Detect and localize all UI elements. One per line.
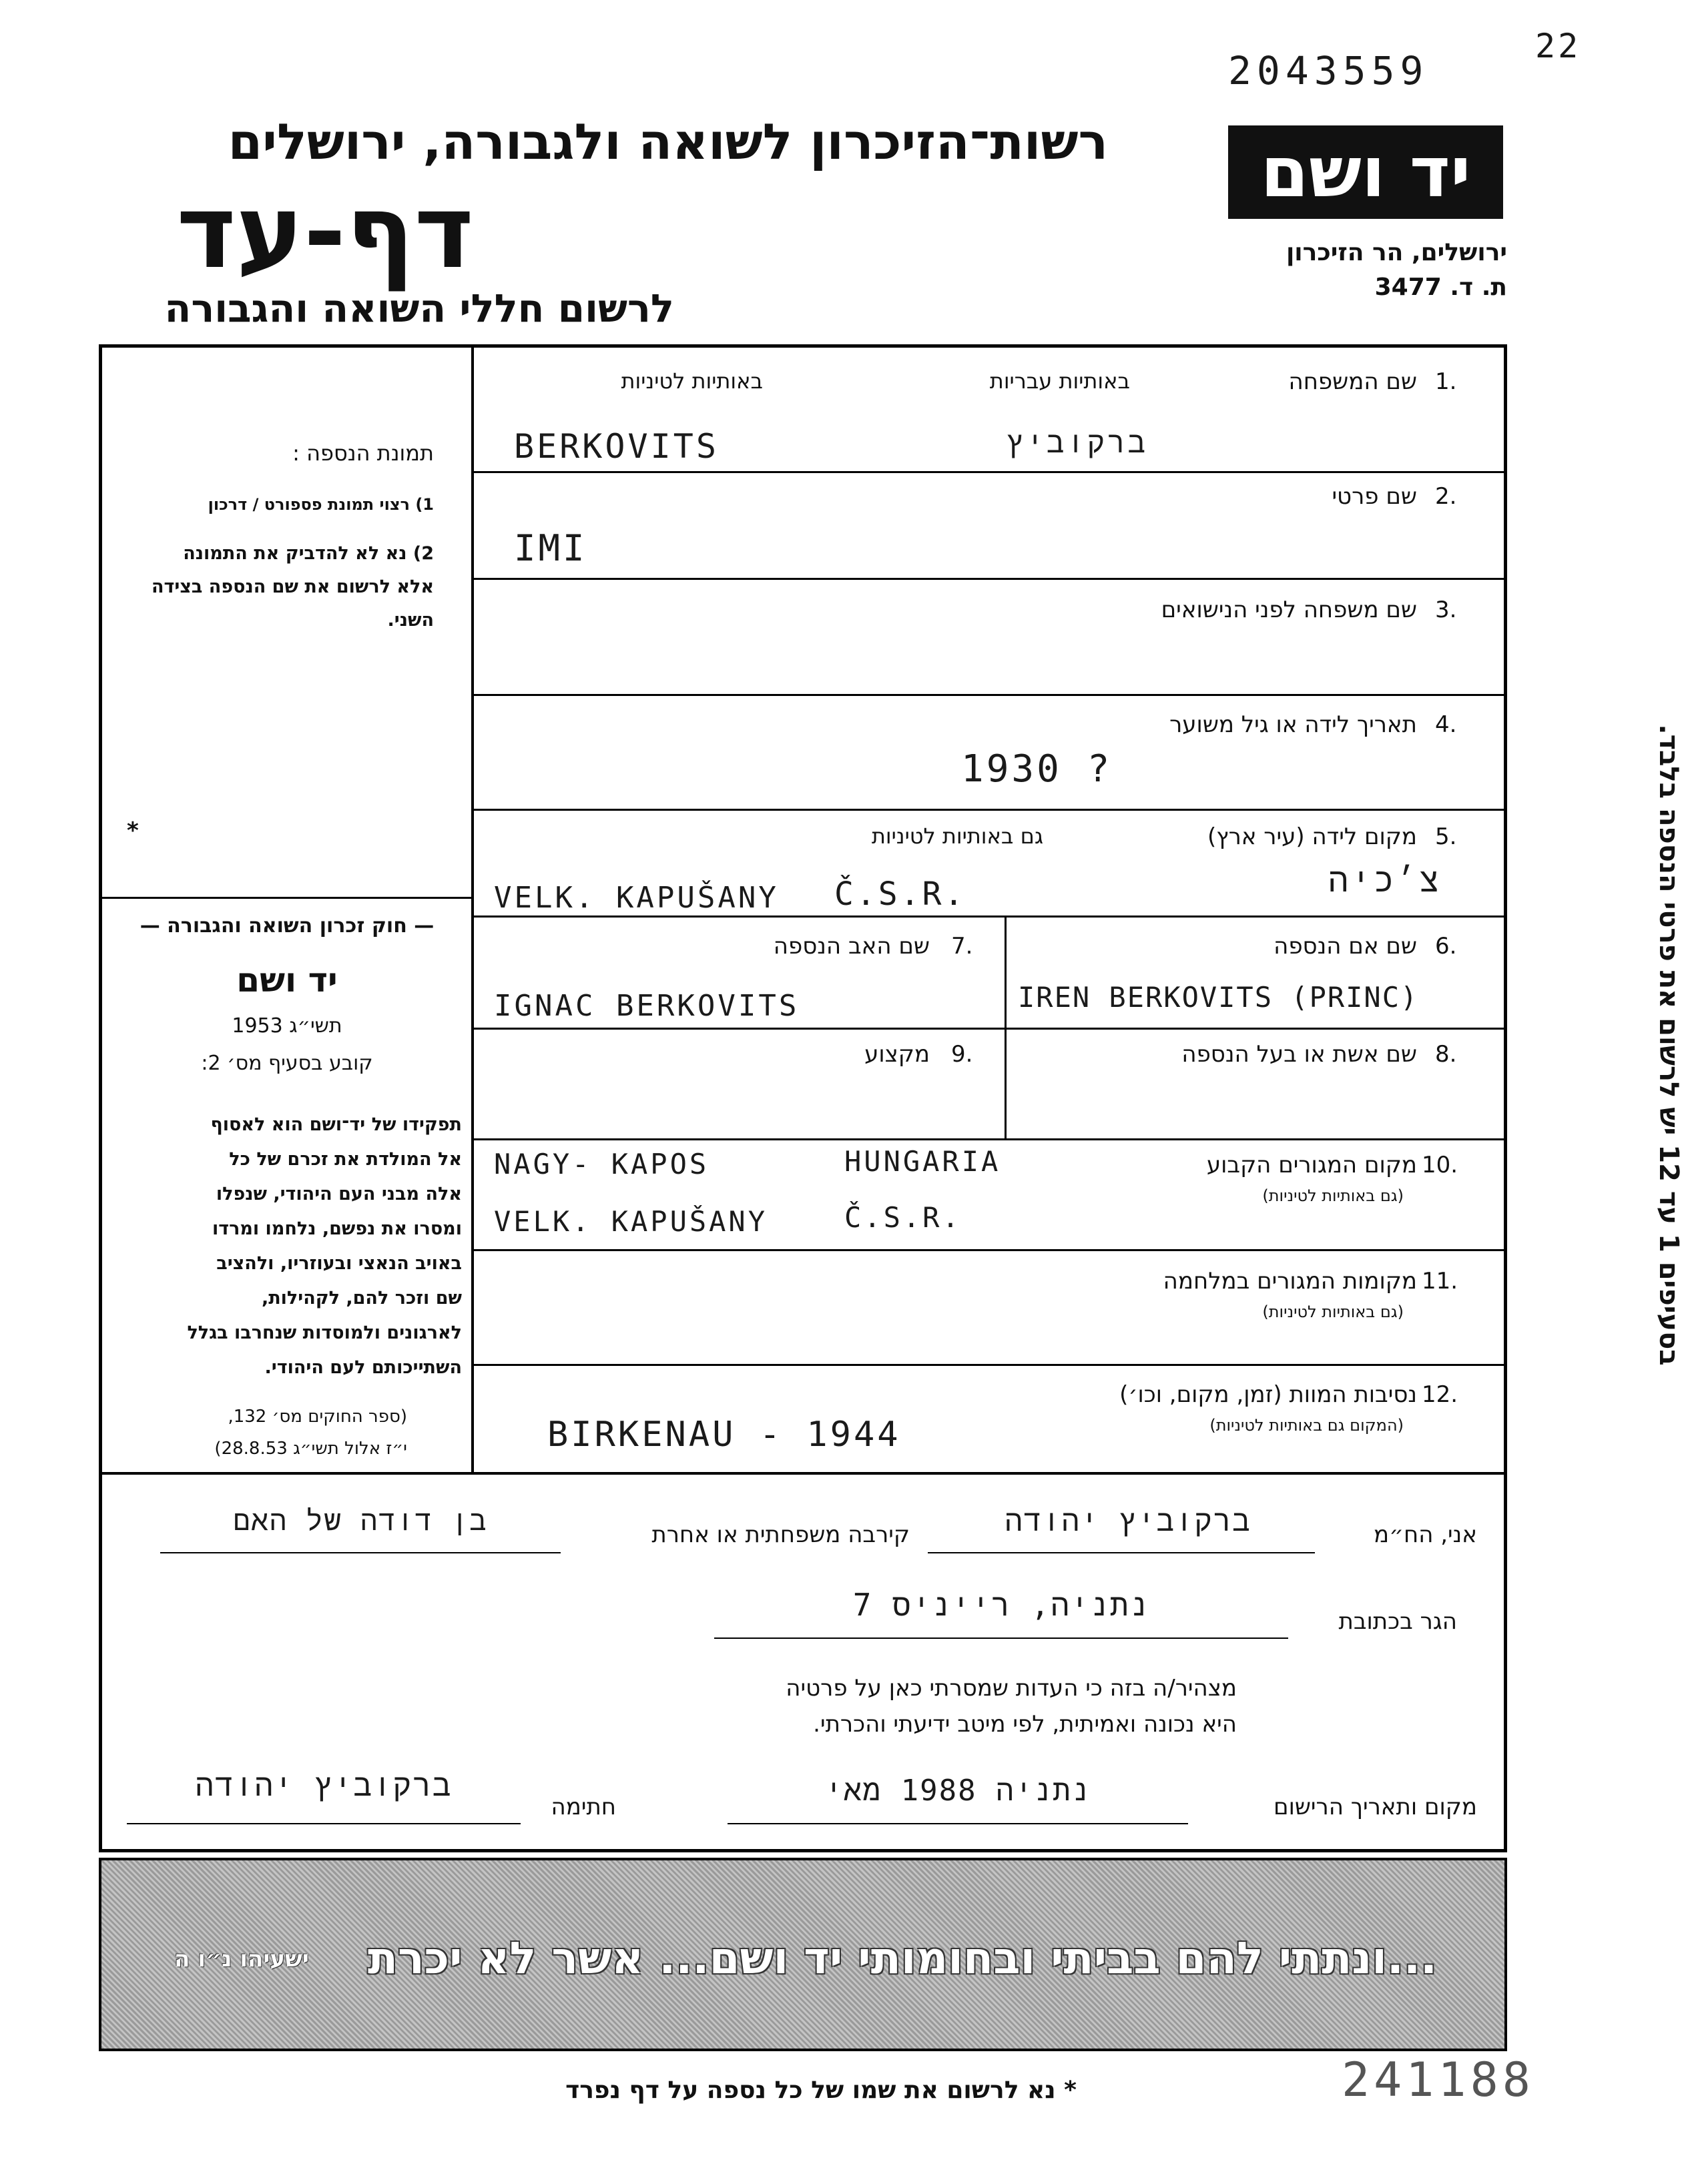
field-5-label: מקום לידה (עיר ארץ) <box>1207 823 1417 850</box>
field-5-hebrew-value[interactable]: צ׳כיה <box>1328 861 1442 899</box>
authority-title: רשות־הזיכרון לשואה ולגבורה, ירושלים <box>228 113 1108 171</box>
row-line-2 <box>471 578 1507 580</box>
row-line-4 <box>471 809 1507 811</box>
row-line-9 <box>471 1364 1507 1366</box>
field-5-number: 5. <box>1435 823 1457 850</box>
page-corner-mark: 22 <box>1535 27 1581 65</box>
field-10-country-2[interactable]: Č.S.R. <box>844 1201 962 1234</box>
field-2-value[interactable]: IMI <box>514 527 587 569</box>
law-body-line-4: ומסרו את נפשם, נלחמו ומרדו <box>212 1218 462 1239</box>
declaration-statement-line-1: מצהיר/ה בזה כי העדות שמסרתי כאן על פרטיה <box>786 1675 1237 1702</box>
law-name: יד ושם <box>236 961 338 1000</box>
field-12-number: 12. <box>1422 1381 1458 1408</box>
field-10-country-1[interactable]: HUNGARIA <box>844 1145 1001 1178</box>
law-body-line-6: שם וזכר להם, לקהילות, <box>261 1288 462 1309</box>
row-line-6 <box>471 1028 1507 1030</box>
field-12-sub-label: (המקום גם באותיות לטיניות) <box>1209 1416 1404 1435</box>
row-line-5 <box>471 916 1507 918</box>
logo-text: יד ושם <box>1260 131 1471 213</box>
field-5-sub-label: גם באותיות לטיניות <box>871 823 1043 849</box>
photo-note-2-line-2: אלא לרשום את שם הנספה בצידה <box>151 577 434 597</box>
field-1-latin-value[interactable]: BERKOVITS <box>514 427 719 466</box>
field-11-sub-label: (גם באותיות לטיניות) <box>1262 1303 1404 1321</box>
field-1-label: שם המשפחה <box>1288 368 1417 395</box>
law-year: תשי״ג 1953 <box>232 1014 342 1038</box>
field-7-number: 7. <box>951 933 973 960</box>
document-number-bottom: 241188 <box>1342 2053 1534 2107</box>
left-panel-split <box>99 897 474 899</box>
field-1-latin-column-label: באותיות לטיניות <box>621 368 763 394</box>
row-line-8 <box>471 1249 1507 1251</box>
photo-panel-title: תמונת הנספה : <box>292 440 434 466</box>
field-6-label: שם אם הנספה <box>1274 933 1417 960</box>
quote-banner <box>99 1858 1507 2051</box>
declaration-i-label: אני, הח״מ <box>1374 1521 1477 1548</box>
form-title: דף-עד <box>176 173 474 291</box>
photo-note-2-line-3: השני. <box>387 610 434 631</box>
photo-note-1: 1) רצוי תמונת פספורט / דרכון <box>208 495 434 514</box>
declaration-statement-line-2: היא נכונה ואמיתית, לפי מיטב ידיעתי והכרתי. <box>813 1711 1237 1738</box>
declaration-relation-label: קירבה משפחתית או אחרת <box>651 1521 910 1548</box>
declaration-i-value[interactable]: ברקוביץ יהודה <box>1005 1504 1251 1538</box>
field-10-value-line-1[interactable]: NAGY- KAPOS <box>494 1148 710 1180</box>
fields-bottom-line <box>99 1472 1507 1475</box>
field-3-label: שם משפחה לפני הנישואים <box>1161 597 1417 623</box>
address-line-1: ירושלים, הר הזיכרון <box>1286 239 1507 266</box>
law-reference-2: י״ז אלול תשי״ג 28.8.53) <box>214 1439 407 1459</box>
law-clause: קובע בסעיף מס׳ 2: <box>201 1052 373 1075</box>
field-8-number: 8. <box>1435 1041 1457 1068</box>
field-6-value[interactable]: IREN BERKOVITS (PRINC) <box>1018 981 1419 1014</box>
declaration-relation-underline <box>160 1552 561 1553</box>
declaration-signature-underline <box>127 1823 521 1824</box>
photo-asterisk: * <box>127 817 139 844</box>
field-1-hebrew-value[interactable]: ברקוביץ <box>1006 426 1148 460</box>
declaration-place-date-label: מקום ותאריך הרישום <box>1274 1794 1477 1820</box>
banner-quote: ...ונתתי להם בביתי ובחומותי יד ושם... אשר לא יכרת <box>367 1932 1438 1984</box>
declaration-address-value[interactable]: נתניה, רייניס 7 <box>852 1587 1150 1623</box>
document-number-top: 2043559 <box>1228 48 1429 93</box>
field-6-number: 6. <box>1435 933 1457 960</box>
field-11-number: 11. <box>1422 1268 1458 1295</box>
law-heading: — חוק זכרון השואה והגבורה — <box>139 914 435 938</box>
declaration-i-underline <box>928 1552 1315 1553</box>
field-1-number: 1. <box>1435 368 1457 395</box>
field-4-value[interactable]: 1930 ? <box>961 747 1113 791</box>
law-body-line-3: אלה מבני העם היהודי, שנפלו <box>216 1184 462 1204</box>
declaration-address-label: הגר בכתובת <box>1338 1608 1457 1635</box>
declaration-place-date-value[interactable]: נתניה 1988 מאי <box>824 1774 1091 1808</box>
declaration-address-underline <box>714 1637 1288 1639</box>
field-12-value[interactable]: BIRKENAU - 1944 <box>547 1415 901 1455</box>
side-note: בסעיפים 1 עד 12 יש לרשום את פרטי הנספה בלבד. <box>1653 724 1684 1366</box>
declaration-signature-label: חתימה <box>551 1794 616 1820</box>
row-line-1 <box>471 471 1507 473</box>
field-9-number: 9. <box>951 1041 973 1068</box>
declaration-place-date-underline <box>728 1823 1188 1824</box>
field-4-label: תאריך לידה או גיל משוער <box>1169 711 1417 738</box>
field-9-label: מקצוע <box>864 1041 930 1068</box>
row-line-7 <box>471 1138 1507 1140</box>
law-reference-1: (ספר החוקים מס׳ 132, <box>228 1407 407 1427</box>
law-body-line-5: באויב הנאצי ובעוזריו, ולהציב <box>216 1253 462 1274</box>
declaration-relation-value[interactable]: בן דודה של האם <box>233 1504 488 1537</box>
declaration-signature-value[interactable]: ברקוביץ יהודה <box>195 1767 453 1803</box>
field-7-value[interactable]: IGNAC BERKOVITS <box>494 989 800 1023</box>
field-10-number: 10. <box>1422 1152 1458 1178</box>
field-10-label: מקום המגורים הקבוע <box>1206 1152 1417 1178</box>
banner-source: ישעיהו נ״ו ה <box>174 1946 309 1972</box>
field-1-hebrew-column-label: באותיות עבריות <box>989 368 1130 394</box>
row-line-3 <box>471 694 1507 696</box>
address-line-2: ת. ד. 3477 <box>1374 274 1507 301</box>
law-body-line-2: אל המולדת את זכרם של כל <box>229 1149 462 1170</box>
footer-note: * נא לרשום את שמו של כל נספה על דף נפרד <box>565 2077 1077 2104</box>
field-11-label: מקומות המגורים במלחמה <box>1163 1268 1417 1295</box>
field-7-label: שם האב הנספה <box>773 933 930 960</box>
field-6-7-divider <box>1005 916 1007 1138</box>
photo-note-2-line-1: 2) נא לא להדביק את התמונה <box>183 543 434 564</box>
field-12-label: נסיבות המוות (זמן, מקום, וכו׳) <box>1119 1381 1417 1408</box>
field-5-latin-value[interactable]: VELK. KAPUŠANY <box>494 881 779 915</box>
panel-divider <box>471 344 474 1472</box>
field-2-label: שם פרטי <box>1332 483 1417 510</box>
field-10-sub-label: (גם באותיות לטיניות) <box>1262 1186 1404 1205</box>
field-5-country-value[interactable]: Č.S.R. <box>834 875 966 913</box>
field-3-number: 3. <box>1435 597 1457 623</box>
law-body-line-8: השתייכותם לעם היהודי. <box>264 1357 462 1378</box>
field-10-value-line-2[interactable]: VELK. KAPUŠANY <box>494 1205 768 1238</box>
yad-vashem-logo <box>1228 125 1503 219</box>
field-8-label: שם אשת או בעל הנספה <box>1181 1041 1417 1068</box>
form-subtitle: לרשום חללי השואה והגבורה <box>164 286 674 331</box>
law-body-line-7: לארגונים ולמוסדות שנחרבו בגלל <box>187 1323 462 1343</box>
field-2-number: 2. <box>1435 483 1457 510</box>
law-body-line-1: תפקידו של יד־ושם הוא לאסוף <box>210 1114 462 1135</box>
field-4-number: 4. <box>1435 711 1457 738</box>
